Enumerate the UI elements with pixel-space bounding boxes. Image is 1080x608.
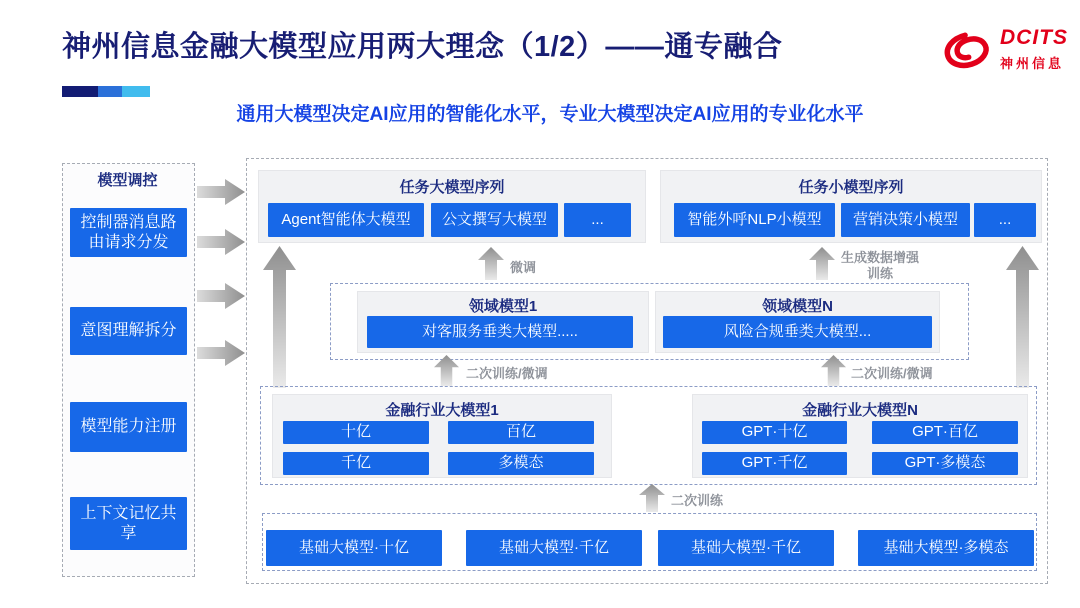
- chip-ten-billion: 百亿: [448, 421, 594, 444]
- arrow-up-retrain-base: [639, 484, 665, 512]
- tall-arrow-up-left: [263, 246, 296, 388]
- flow-arrow-right-4: [197, 340, 245, 366]
- sidebar-title: 模型调控: [97, 172, 158, 189]
- domain-model-n-title: 领域模型N: [762, 298, 833, 315]
- industry-model-1-title: 金融行业大模型1: [385, 402, 499, 419]
- chip-base-model-multimodal: 基础大模型·多模态: [858, 530, 1034, 566]
- arrow-up-finetune: [478, 247, 504, 280]
- flow-arrow-right-1: [197, 179, 245, 205]
- dcits-swirl-icon: [942, 28, 996, 72]
- arrow-up-retrain-right: [821, 355, 846, 386]
- title-accent-bar: [62, 86, 150, 97]
- chip-task-large-more: ...: [564, 203, 631, 237]
- label-finetune: 微调: [510, 260, 537, 275]
- logo-brand-cn: 神州信息: [1000, 56, 1065, 71]
- label-retrain: 二次训练: [671, 493, 724, 508]
- logo-brand-text: DCITS: [1000, 26, 1068, 49]
- industry-model-n-title: 金融行业大模型N: [802, 402, 918, 419]
- flow-arrow-right-3: [197, 283, 245, 309]
- chip-customer-service-vertical-model: 对客服务垂类大模型.....: [367, 316, 633, 348]
- sidebar-item-capability-register: 模型能力注册: [70, 402, 187, 452]
- flow-arrow-right-2: [197, 229, 245, 255]
- page-title: 神州信息金融大模型应用两大理念（1/2）——通专融合: [62, 31, 783, 63]
- label-gen-data-training: 生成数据增强训练: [840, 250, 919, 282]
- chip-risk-compliance-vertical-model: 风险合规垂类大模型...: [663, 316, 932, 348]
- chip-nlp-outbound-model: 智能外呼NLP小模型: [674, 203, 835, 237]
- page-subtitle: 通用大模型决定AI应用的智能化水平，专业大模型决定AI应用的专业化水平: [236, 104, 864, 125]
- arrow-up-retrain-left: [434, 355, 459, 386]
- label-retrain-finetune-left: 二次训练/微调: [466, 366, 548, 381]
- chip-agent-large-model: Agent智能体大模型: [268, 203, 424, 237]
- chip-gpt-billion: GPT·十亿: [702, 421, 847, 444]
- chip-base-model-billion: 基础大模型·十亿: [266, 530, 442, 566]
- tall-arrow-up-right: [1006, 246, 1039, 388]
- chip-billion: 十亿: [283, 421, 429, 444]
- task-large-model-title: 任务大模型序列: [399, 179, 505, 196]
- chip-gpt-ten-billion: GPT·百亿: [872, 421, 1018, 444]
- chip-marketing-decision-model: 营销决策小模型: [841, 203, 970, 237]
- sidebar-item-controller-routing: 控制器消息路由请求分发: [70, 208, 187, 257]
- dcits-logo: [942, 22, 1072, 74]
- label-retrain-finetune-right: 二次训练/微调: [851, 366, 933, 381]
- chip-task-small-more: ...: [974, 203, 1036, 237]
- chip-base-model-hundred-billion-1: 基础大模型·千亿: [466, 530, 642, 566]
- chip-hundred-billion: 千亿: [283, 452, 429, 475]
- chip-multimodal: 多模态: [448, 452, 594, 475]
- chip-base-model-hundred-billion-2: 基础大模型·千亿: [658, 530, 834, 566]
- sidebar-item-context-memory: 上下文记忆共享: [70, 497, 187, 550]
- domain-model-1-title: 领域模型1: [468, 298, 538, 315]
- chip-document-writing-model: 公文撰写大模型: [431, 203, 558, 237]
- task-small-model-title: 任务小模型序列: [798, 179, 904, 196]
- sidebar-item-intent-split: 意图理解拆分: [70, 307, 187, 355]
- arrow-up-gen-data: [809, 247, 835, 280]
- chip-gpt-multimodal: GPT·多模态: [872, 452, 1018, 475]
- chip-gpt-hundred-billion: GPT·千亿: [702, 452, 847, 475]
